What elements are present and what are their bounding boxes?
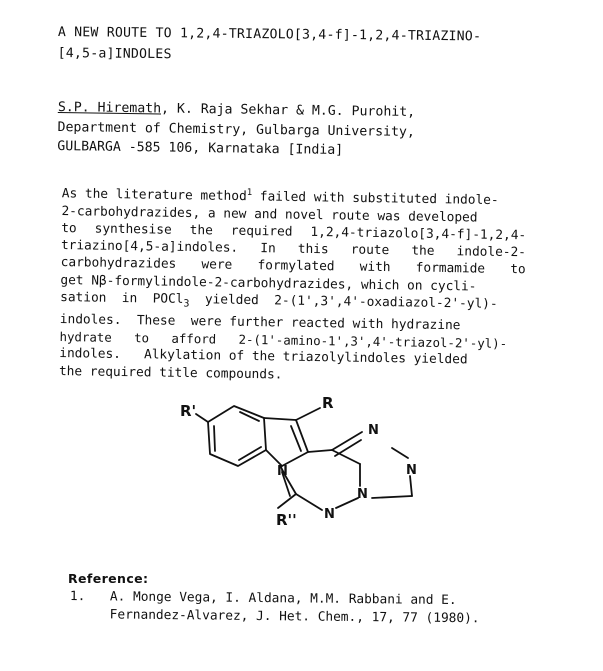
abstract-line-8: indoles. These were further reacted with hydrazine — [59, 311, 461, 334]
references-heading: Reference: — [68, 571, 149, 586]
reference-line-2: Fernandez-Alvarez, J. Het. Chem., 17, 77 (1980). — [109, 607, 480, 627]
abstract-line-6: get Nβ-formylindole-2-carbohydrazides, which on cycli- — [60, 272, 477, 295]
benzene-ring — [208, 406, 266, 466]
reference-number: 1. — [69, 588, 86, 605]
structure-drawing — [180, 394, 440, 540]
label-r: R — [322, 394, 334, 412]
abstract-line-10: indoles. Alkylation of the triazolylindoles yielded — [59, 346, 468, 368]
chemical-structure — [180, 394, 440, 540]
abstract-line-2: 2-carbohydrazides, a new and novel route was developed — [61, 203, 478, 226]
title-line-1: A NEW ROUTE TO 1,2,4-TRIAZOLO[3,4-f]-1,2,4-TRIAZINO- — [57, 24, 482, 45]
structure-labels — [180, 394, 417, 529]
affiliation: Department of Chemistry, Gulbarga University, — [57, 119, 415, 140]
label-r-double-prime: R'' — [276, 511, 297, 529]
citation-superscript: 1 — [246, 187, 253, 198]
title-line-2: [4,5-a]INDOLES — [57, 45, 172, 63]
atom-n-triazole-fused: N — [357, 487, 368, 502]
atom-n-triazole-top: N — [368, 423, 379, 438]
abstract-paragraph — [59, 182, 532, 387]
abstract-line-4: triazino[4,5-a]indoles. In this route the indole-2- — [60, 238, 527, 261]
first-author: S.P. Hiremath — [57, 99, 162, 117]
abstract-line-1: As the literature method$^1$ failed with substituted indole- — [61, 186, 499, 209]
abstract-line-3: to synthesise the required 1,2,4-triazolo[3,4-f]-1,2,4- — [61, 220, 527, 244]
co-authors: , K. Raja Sekhar & M.G. Purohit, — [160, 101, 416, 120]
label-r-prime: R' — [180, 402, 197, 420]
reference-item — [70, 588, 550, 629]
author-block — [57, 98, 528, 163]
atom-n-triazole-right: N — [406, 463, 417, 478]
address: GULBARGA -585 106, Karnataka [India] — [57, 138, 344, 158]
abstract-line-5: carbohydrazides were formylated with formamide to — [60, 255, 526, 278]
abstract-line-9: hydrate to afford 2-(1'-amino-1',3',4'-triazol-2'-yl)- — [59, 329, 508, 352]
atom-n-indole: N — [277, 464, 288, 479]
reference-line-1: A. Monge Vega, I. Aldana, M.M. Rabbani and E. — [109, 589, 457, 609]
atom-n-triazine: N — [324, 507, 335, 522]
subscript-3: 3 — [183, 298, 190, 310]
abstract-line-11: the required title compounds. — [58, 363, 283, 383]
article-title — [58, 22, 578, 69]
abstract-line-7: sation in POCl$_3$ yielded 2-(1',3',4'-oxadiazol-2'-yl)- — [60, 290, 498, 312]
